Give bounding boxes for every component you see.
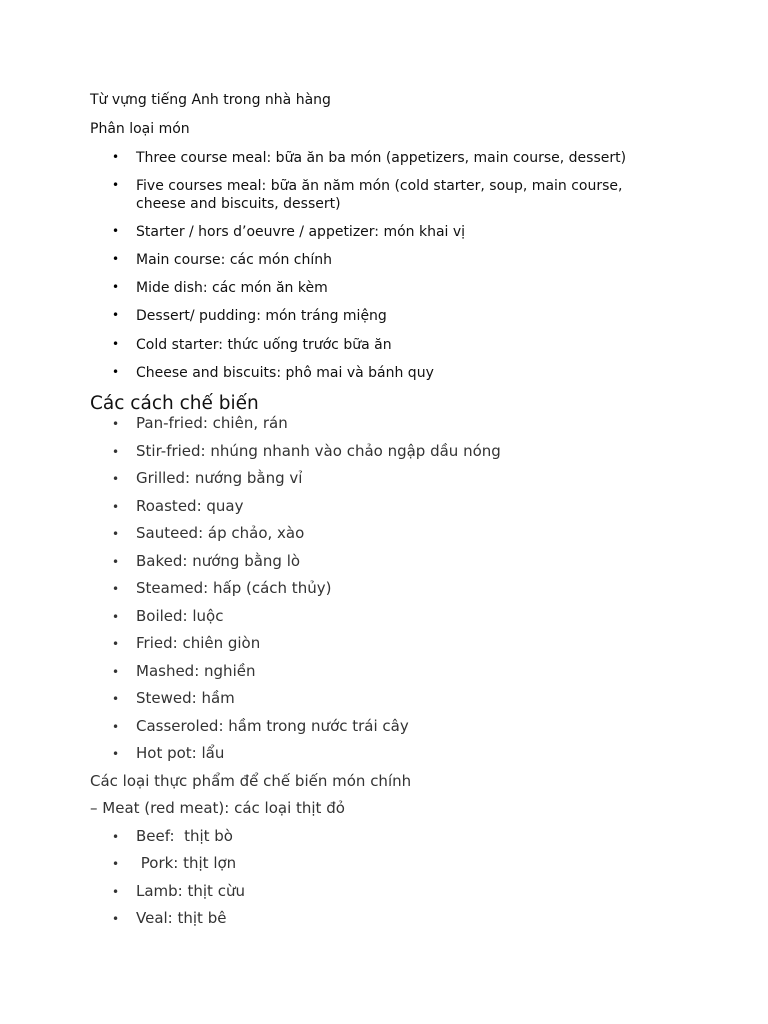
bullet-icon: • — [112, 555, 120, 569]
list-item-text: Pork: thịt lợn — [136, 854, 237, 872]
bullet-icon: • — [112, 308, 120, 322]
list-item-text: Lamb: thịt cừu — [136, 882, 245, 900]
bullet-icon: • — [112, 252, 120, 266]
list-item-text: Cold starter: thức uống trước bữa ăn — [136, 337, 392, 353]
bullet-icon: • — [112, 445, 120, 459]
list-item-text: Three course meal: bữa ăn ba món (appetizers, main course, dessert) — [136, 150, 627, 166]
list-item-text: Stewed: hầm — [136, 689, 235, 707]
list-item-text: Beef: thịt bò — [136, 827, 233, 845]
bullet-icon: • — [112, 692, 120, 706]
list-item-text: Starter / hors d’oeuvre / appetizer: món khai vị — [136, 224, 466, 240]
bullet-icon: • — [112, 150, 120, 164]
section-heading-dish-types: Phân loại món — [90, 121, 190, 137]
meat-category-line: – Meat (red meat): các loại thịt đỏ — [90, 799, 345, 817]
bullet-icon: • — [112, 582, 120, 596]
list-item-text: Casseroled: hầm trong nước trái cây — [136, 717, 409, 735]
list-item-text: Main course: các món chính — [136, 252, 332, 268]
list-item-text: Five courses meal: bữa ăn năm món (cold starter, soup, main course, cheese and biscuits, dessert) — [136, 178, 623, 212]
bullet-icon: • — [112, 417, 120, 431]
bullet-icon: • — [112, 747, 120, 761]
list-item-text: Boiled: luộc — [136, 607, 224, 625]
bullet-icon: • — [112, 720, 120, 734]
bullet-icon: • — [112, 610, 120, 624]
bullet-icon: • — [112, 472, 120, 486]
bullet-icon: • — [112, 178, 120, 192]
document-title: Từ vựng tiếng Anh trong nhà hàng — [90, 92, 331, 108]
bullet-icon: • — [112, 527, 120, 541]
list-item-text: Mashed: nghiền — [136, 662, 256, 680]
bullet-icon: • — [112, 337, 120, 351]
list-item-text: Mide dish: các món ăn kèm — [136, 280, 328, 296]
bullet-icon: • — [112, 637, 120, 651]
list-item-text: Sauteed: áp chảo, xào — [136, 524, 305, 542]
list-item-text: Pan-fried: chiên, rán — [136, 414, 288, 432]
bullet-icon: • — [112, 885, 120, 899]
list-item-text: Steamed: hấp (cách thủy) — [136, 579, 332, 597]
list-item-text: Veal: thịt bê — [136, 909, 227, 927]
list-item-text: Fried: chiên giòn — [136, 634, 261, 652]
list-item-text: Stir-fried: nhúng nhanh vào chảo ngập dầu nóng — [136, 442, 501, 460]
list-item-text: Roasted: quay — [136, 497, 244, 515]
bullet-icon: • — [112, 912, 120, 926]
bullet-icon: • — [112, 280, 120, 294]
bullet-icon: • — [112, 830, 120, 844]
section-heading-cooking-methods: Các cách chế biến — [90, 393, 259, 414]
list-item-text: Grilled: nướng bằng vỉ — [136, 469, 303, 487]
list-item-text: Dessert/ pudding: món tráng miệng — [136, 308, 387, 324]
bullet-icon: • — [112, 857, 120, 871]
bullet-icon: • — [112, 224, 120, 238]
bullet-icon: • — [112, 500, 120, 514]
list-item-text: Baked: nướng bằng lò — [136, 552, 301, 570]
bullet-icon: • — [112, 365, 120, 379]
section-heading-main-ingredients: Các loại thực phẩm để chế biến món chính — [90, 772, 412, 790]
list-item-text: Cheese and biscuits: phô mai và bánh quy — [136, 365, 434, 381]
list-item-text: Hot pot: lẩu — [136, 744, 225, 762]
bullet-icon: • — [112, 665, 120, 679]
